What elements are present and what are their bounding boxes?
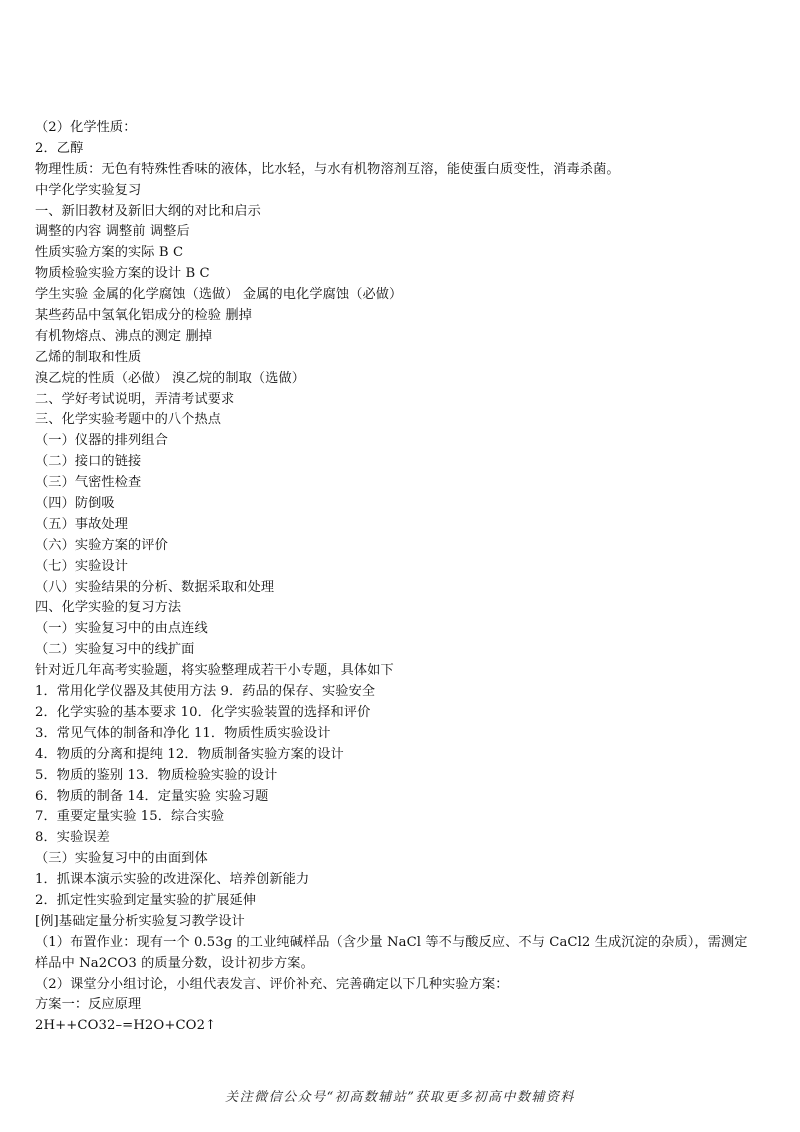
text-line: 学生实验 金属的化学腐蚀（选做） 金属的电化学腐蚀（必做） (35, 287, 403, 303)
text-line: 某些药品中氢氧化铝成分的检验 删掉 (35, 308, 252, 324)
text-line: 2．乙醇 (35, 140, 84, 156)
text-line: （三）实验复习中的由面到体 (35, 851, 208, 867)
text-line: 针对近几年高考实验题，将实验整理成若干小专题，具体如下 (35, 663, 394, 679)
text-line: 5．物质的鉴别 13．物质检验实验的设计 (35, 767, 278, 783)
text-line: （六）实验方案的评价 (35, 537, 168, 553)
text-line: （八）实验结果的分析、数据采取和处理 (35, 579, 275, 595)
text-line: （四）防倒吸 (35, 496, 115, 512)
text-line: 溴乙烷的性质（必做） 溴乙烷的制取（选做） (35, 370, 306, 386)
section-heading: 中学化学实验复习 (35, 182, 142, 198)
document-body (35, 118, 775, 1037)
text-line: 性质实验方案的实际 B C (35, 245, 184, 261)
text-line: 方案一：反应原理 (35, 997, 142, 1013)
text-line: 一、新旧教材及新旧大纲的对比和启示 (35, 203, 261, 219)
text-line: （一）仪器的排列组合 (35, 433, 168, 449)
text-line: （二）实验复习中的线扩面 (35, 642, 195, 658)
text-line: （一）实验复习中的由点连线 (35, 621, 208, 637)
text-line: 2．抓定性实验到定量实验的扩展延伸 (35, 892, 257, 908)
text-line: 有机物熔点、沸点的测定 删掉 (35, 328, 213, 344)
text-line: 1．常用化学仪器及其使用方法 9．药品的保存、实验安全 (35, 684, 376, 700)
text-line: 2．化学实验的基本要求 10．化学实验装置的选择和评价 (35, 704, 371, 720)
page-footer: 关注微信公众号“初高数辅站”获取更多初高中数辅资料 (225, 1090, 575, 1105)
text-line: （二）接口的链接 (35, 454, 142, 470)
text-line: 三、化学实验考题中的八个热点 (35, 412, 222, 428)
text-line: （2）化学性质： (35, 120, 137, 135)
text-line: 四、化学实验的复习方法 (35, 600, 182, 616)
text-line: 样品中 Na2CO3 的质量分数，设计初步方案。 (35, 955, 314, 971)
text-line: （三）气密性检查 (35, 475, 142, 491)
text-line: （2）课堂分小组讨论，小组代表发言、评价补充、完善确定以下几种实验方案： (35, 976, 509, 992)
text-line: （1）布置作业：现有一个 0.53g 的工业纯碱样品（含少量 NaCl 等不与酸反应、不与 CaCl2 生成沉淀的杂质），需测定 (35, 934, 748, 950)
text-line: 物理性质：无色有特殊性香味的液体，比水轻，与水有机物溶剂互溶，能使蛋白质变性，消毒杀菌。 (35, 161, 620, 177)
text-line: 8．实验误差 (35, 830, 110, 846)
text-line: （五）事故处理 (35, 516, 129, 532)
text-line: 1．抓课本演示实验的改进深化、培养创新能力 (35, 872, 310, 888)
text-line: [例]基础定量分析实验复习教学设计 (35, 913, 245, 929)
text-line: 二、学好考试说明，弄清考试要求 (35, 391, 235, 407)
text-line: 7．重要定量实验 15．综合实验 (35, 809, 225, 825)
text-line: 物质检验实验方案的设计 B C (35, 266, 210, 282)
text-line: 3．常见气体的制备和净化 11．物质性质实验设计 (35, 725, 331, 741)
text-line: （七）实验设计 (35, 558, 129, 574)
text-line: 调整的内容 调整前 调整后 (35, 224, 190, 240)
text-line: 6．物质的制备 14．定量实验 实验习题 (35, 788, 269, 804)
text-line: 4．物质的分离和提纯 12．物质制备实验方案的设计 (35, 746, 344, 762)
text-line: 乙烯的制取和性质 (35, 349, 142, 365)
equation-line: 2H++CO32–=H2O+CO2↑ (35, 1018, 217, 1034)
